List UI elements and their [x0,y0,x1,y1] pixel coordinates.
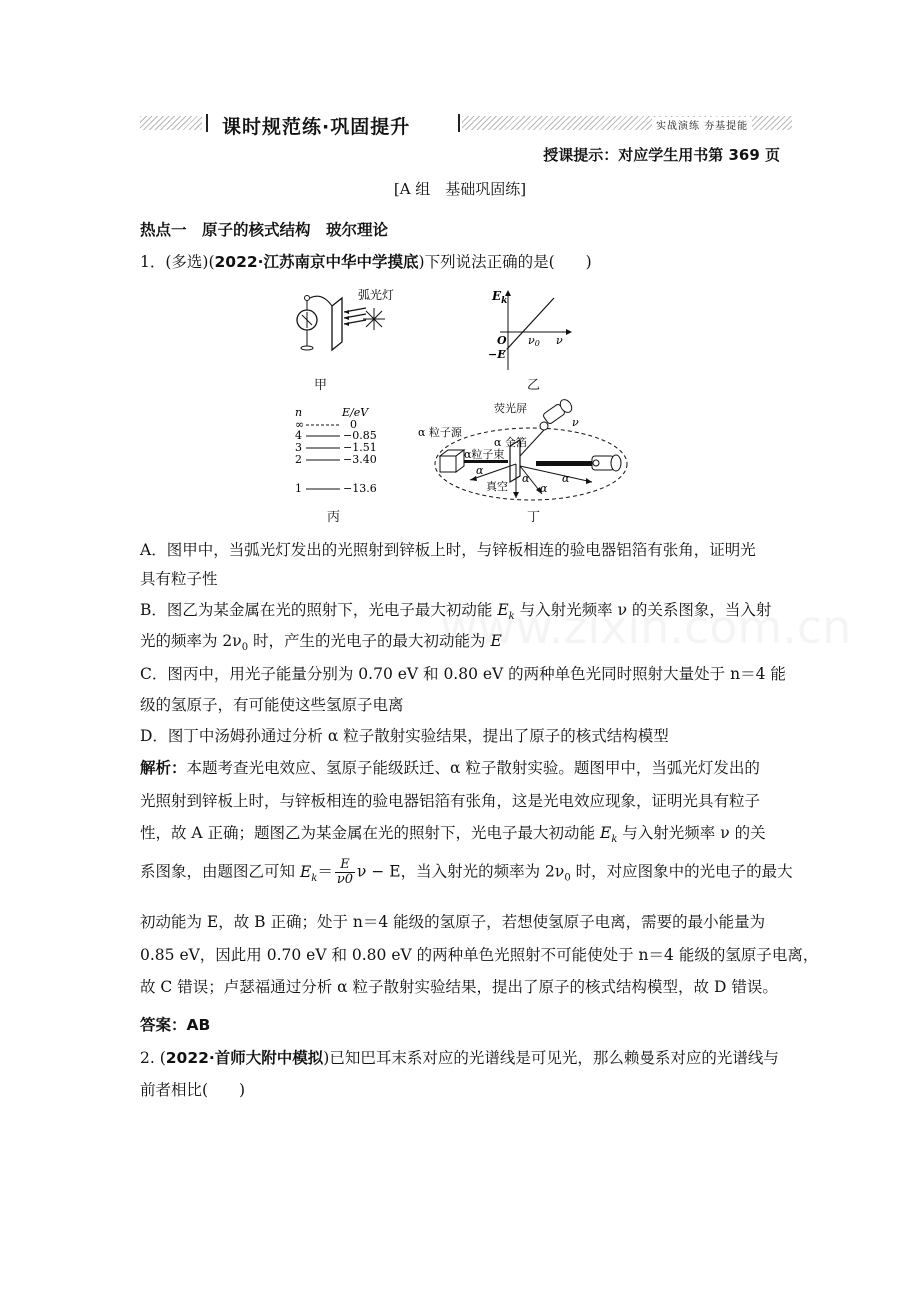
option-b-e: E [490,632,502,650]
scattered-beam [536,461,592,466]
level-e-4: −0.85 [343,429,377,442]
level-e-1: −13.6 [343,482,377,495]
option-c-line1: C．图丙中，用光子能量分别为 0.70 eV 和 0.80 eV 的两种单色光同时照射大量处于 n＝4 能 [140,665,786,683]
analysis-line-5: 初动能为 E，故 B 正确；处于 n＝4 能级的氢原子，若想使氢原子电离，需要的最小能量为 [140,913,766,931]
option-b-text-3: 光的频率为 2ν [140,632,242,650]
yi-origin-label: O [497,334,507,347]
option-b-text-1: B．图乙为某金属在光的照射下，光电子最大初动能 [140,601,498,619]
analysis-line-6: 0.85 eV，因此用 0.70 eV 和 0.80 eV 的两种单色光照射不可能使处于 n＝4 能级的氢原子电离， [140,946,819,964]
q1-source: 2022·江苏南京中华中学摸底 [214,253,419,271]
ding-alpha-3: α [540,482,548,495]
analysis-line-3: 性，故 A 正确；题图乙为某金属在光的照射下，光电子最大初动能 $E_k$ 与入射光频率 ν 的关 [140,824,766,846]
option-b-text-4: 时，产生的光电子的最大初动能为 [248,632,491,650]
caption-bing: 丙 [327,510,341,525]
question-1-stem [140,250,592,272]
bing-n-head: n [295,406,303,419]
caption-yi: 乙 [527,378,541,393]
banner-tag: 实战演练 夯基提能 [652,117,752,132]
q2-suffix: )已知巴耳末系对应的光谱线是可见光，那么赖曼系对应的光谱线与 [323,1049,779,1067]
alpha-source-box [440,450,464,472]
level-n-3: 3 [295,441,302,454]
bing-e-head: E/eV [342,406,369,419]
analysis-text-3b: 与入射光频率 ν 的关 [617,824,766,842]
q2-source: 2022·首师大附中模拟 [165,1049,324,1067]
watermark [440,600,851,654]
analysis-line-2: 光照射到锌板上时，与锌板相连的验电器铝箔有张角，这是光电效应现象，证明光具有粒子 [140,792,761,810]
banner-bar-right [458,114,460,132]
question-2-line2: 前者相比( ) [140,1081,246,1099]
ding-source-label: α 粒子源 [418,426,462,439]
yi-ek-sub: k [501,296,508,306]
option-a-line1: A．图甲中，当弧光灯发出的光照射到锌板上时，与锌板相连的验电器铝箔有张角，证明光 [140,541,756,559]
banner-title: 课时规范练·巩固提升 [222,116,411,138]
analysis-text-4a: 系图象，由题图乙可知 [140,862,300,881]
ding-v-label: ν [572,416,579,429]
ding-foil-label: α 金箔 [494,436,527,449]
analysis-text-1: 本题考查光电效应、氢原子能级跃迁、α 粒子散射实验。题图甲中，当弧光灯发出的 [186,759,760,777]
q1-prefix: 1．(多选)( [140,253,215,271]
analysis-line-1 [140,756,760,778]
figure-yi [488,286,578,372]
figure-ding [416,398,636,508]
figure-bing [292,406,402,496]
ding-alpha-1: α [476,464,484,477]
analysis-text-4b: ν − E，当入射光的频率为 2ν [357,862,565,881]
level-e-3: −1.51 [343,441,377,454]
banner-bar-left [206,114,208,132]
formula-fraction [335,858,355,887]
arc-lamp-icon [363,308,385,330]
level-n-1: 1 [295,482,302,495]
ding-alpha-4: α [562,472,570,485]
question-2-line1 [140,1046,779,1068]
caption-jia: 甲 [314,378,328,393]
fraction-numerator: E [335,858,355,873]
yi-neg-e-label: −E [488,348,506,361]
level-n-4: 4 [295,429,302,442]
arc-lamp-label: 弧光灯 [358,288,395,302]
fraction-denominator: ν0 [336,872,354,887]
analysis-label: 解析： [140,759,187,777]
ding-beam-label: α粒子束 [464,448,505,461]
option-c-line2: 级的氢原子，有可能使这些氢原子电离 [140,696,404,714]
level-n-inf: ∞ [295,418,305,431]
svg-text:ν0 [528,334,540,348]
level-n-2: 2 [295,453,302,466]
microscope-detector [592,455,621,471]
option-d-line: D．图丁中汤姆孙通过分析 α 粒子散射实验结果，提出了原子的核式结构模型 [140,727,669,745]
q2-prefix: 2. ( [140,1049,166,1067]
yi-v-label: ν [556,334,563,347]
option-a-line2: 具有粒子性 [140,570,218,588]
section-banner [140,112,792,138]
answer-label: 答案： [140,1016,187,1034]
level-e-2: −3.40 [343,453,377,466]
q1-suffix: )下列说法正确的是( ) [418,253,592,271]
analysis-line-4: 系图象，由题图乙可知 $E_k=$ $\frac{E}{\nu 0}$ ν − E，当入射光的频率为 $2\nu_0$ 时，对应图象中的光电子的最大 [140,857,793,887]
option-b-text-2: 与入射光频率 ν 的关系图象，当入射 [514,601,772,619]
screen-microscope [540,398,574,430]
level-e-inf: 0 [350,418,357,431]
analysis-line-7: 故 C 错误；卢瑟福通过分析 α 粒子散射实验结果，提出了原子的核式结构模型，故 D 错误。 [140,978,778,996]
yi-v0-sub: 0 [534,339,540,348]
textbook-hint: 授课提示：对应学生用书第 369 页 [543,146,780,164]
option-b-line2: 光的频率为 $2\nu_0$ 时，产生的光电子的最大初动能为 E [140,632,502,654]
yi-ek-label: E [492,289,502,303]
yi-v0-label: ν [528,334,535,347]
banner-hatch-left [140,116,202,130]
caption-ding: 丁 [527,510,541,525]
group-title: [A 组 基础巩固练] [393,180,527,198]
ding-vacuum-label: 真空 [486,480,508,493]
answer-line [140,1013,210,1035]
zinc-plate [332,298,342,350]
analysis-text-3a: 性，故 A 正确；题图乙为某金属在光的照射下，光电子最大初动能 [140,824,600,842]
svg-text:Ek [491,289,507,306]
ding-screen-label: 荧光屏 [494,402,527,415]
section-heading: 热点一 原子的核式结构 玻尔理论 [140,221,389,239]
analysis-text-4c: 时，对应图象中的光电子的最大 [570,862,793,881]
answer-value: AB [186,1016,211,1034]
ding-alpha-2: α [522,472,530,485]
figure-jia [290,284,400,364]
option-b-ek: $E_k$ [497,601,515,623]
